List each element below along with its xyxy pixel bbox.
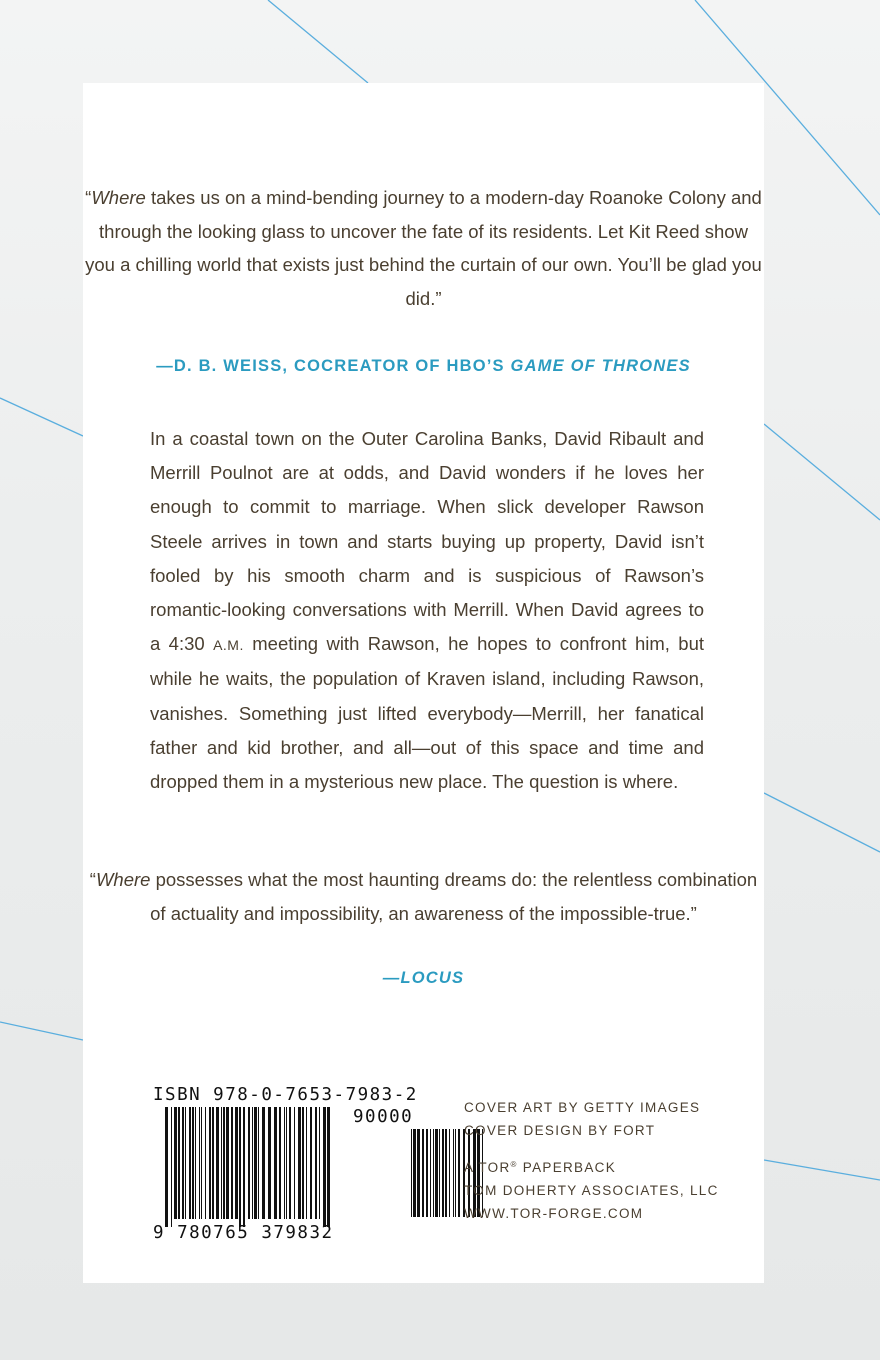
publisher-name: TOM DOHERTY ASSOCIATES, LLC (464, 1183, 719, 1198)
bg-line (268, 0, 368, 83)
ean-barcode-bars (165, 1107, 335, 1227)
barcode-bar (182, 1107, 184, 1219)
barcode-bar (315, 1107, 317, 1219)
barcode-bar (286, 1107, 287, 1219)
barcode-bar (243, 1107, 245, 1227)
barcode-bar (209, 1107, 211, 1219)
barcode-bar (413, 1129, 416, 1217)
bg-line (0, 398, 83, 436)
barcode-bar (195, 1107, 196, 1219)
barcode-bar (302, 1107, 304, 1219)
barcode-bar (171, 1107, 172, 1227)
barcode-bar (417, 1129, 420, 1217)
barcode-bar (289, 1107, 291, 1219)
barcode-bar (231, 1107, 233, 1219)
barcode-bar (323, 1107, 326, 1227)
barcode-bar (453, 1129, 454, 1217)
isbn-label: ISBN 978-0-7653-7983-2 (153, 1085, 418, 1105)
back-cover-panel (83, 83, 764, 1283)
barcode-bar (212, 1107, 214, 1219)
bg-line (764, 1160, 880, 1180)
barcode-bar (284, 1107, 285, 1219)
quote-attribution-locus: —LOCUS (382, 969, 465, 987)
quote-title-italic: Where (95, 869, 151, 890)
barcode-bar (306, 1107, 307, 1219)
barcode-bar (439, 1129, 440, 1217)
barcode-bar (279, 1107, 281, 1219)
barcode-bar (174, 1107, 177, 1219)
barcode-bar (239, 1107, 241, 1227)
bg-line (764, 793, 880, 852)
barcode-bar (445, 1129, 447, 1217)
barcode-bar (268, 1107, 271, 1219)
isbn-barcode (153, 1085, 425, 1247)
barcode-bar (449, 1129, 450, 1217)
book-description: In a coastal town on the Outer Carolina Banks, David Ribault and Merrill Poulnot are at odds, and David wonders if he loves her enough to commit to marriage. When slick developer Rawson Steele arrives in town and starts buying up property, David isn’t fooled by his smooth charm and is suspicious of Rawson’s romantic-looking conversations with Merrill. When David agrees to a 4:30 A.M. meeting with Rawson, he hopes to confront him, but while he waits, the population of Kraven island, including Rawson, vanishes. Something just lifted everybody—Merrill, her fanatical father and kid brother, and all—out of this space and time and dropped them in a mysterious new place. The question is where. (150, 428, 704, 793)
barcode-bar (435, 1129, 438, 1217)
barcode-bar (192, 1107, 194, 1219)
bg-line (0, 1022, 83, 1040)
barcode-bar (310, 1107, 312, 1219)
barcode-bar (216, 1107, 219, 1219)
price-code: 90000 (353, 1107, 414, 1127)
barcode-bar (433, 1129, 434, 1217)
barcode-bar (235, 1107, 238, 1219)
review-quote-locus: “Where possesses what the most haunting dreams do: the relentless combination of actuality and impossibility, an awareness of the impossible-true.” (89, 869, 758, 924)
barcode-bar (226, 1107, 229, 1219)
barcode-bar (298, 1107, 301, 1219)
barcode-bar (262, 1107, 265, 1219)
bg-line (764, 424, 880, 520)
barcode-bar (165, 1107, 168, 1227)
barcode-bar (274, 1107, 277, 1219)
barcode-bar (327, 1107, 330, 1227)
barcode-bar (319, 1107, 320, 1219)
ean-number: 9 780765 379832 (153, 1223, 334, 1243)
quote-attribution-weiss: —D. B. WEISS, COCREATOR OF HBO’S GAME OF THRONES (156, 357, 691, 375)
barcode-bar (199, 1107, 200, 1219)
barcode-bar (185, 1107, 186, 1219)
barcode-bar (254, 1107, 257, 1219)
barcode-bar (189, 1107, 191, 1219)
barcode-bar (455, 1129, 456, 1217)
barcode-bar (252, 1107, 253, 1219)
barcode-bar (458, 1129, 460, 1217)
barcode-bar (248, 1107, 250, 1219)
barcode-bar (294, 1107, 295, 1219)
review-quote-weiss: “Where takes us on a mind-bending journey to a modern-day Roanoke Colony and through the looking glass to uncover the fate of its residents. Let Kit Reed show you a chilling world that exists just behind the curtain of our own. You’ll be glad you did.” (85, 187, 762, 309)
barcode-bar (422, 1129, 424, 1217)
barcode-bar (201, 1107, 202, 1219)
barcode-bar (258, 1107, 259, 1219)
registered-mark: ® (510, 1160, 518, 1169)
barcode-bar (426, 1129, 428, 1217)
cover-art-credit: COVER ART BY GETTY IMAGES (464, 1100, 701, 1115)
barcode-bar (205, 1107, 206, 1219)
barcode-bar (221, 1107, 222, 1219)
barcode-bar (430, 1129, 431, 1217)
barcode-bar (411, 1129, 412, 1217)
cover-design-credit: COVER DESIGN BY FORT (464, 1123, 656, 1138)
barcode-bar (223, 1107, 225, 1219)
barcode-bar (178, 1107, 180, 1219)
publisher-website: WWW.TOR-FORGE.COM (464, 1206, 644, 1221)
publisher-credits (464, 1096, 754, 1225)
quote-title-italic: Where (91, 187, 146, 208)
imprint-line: A TOR® PAPERBACK (464, 1160, 617, 1175)
barcode-bar (442, 1129, 444, 1217)
